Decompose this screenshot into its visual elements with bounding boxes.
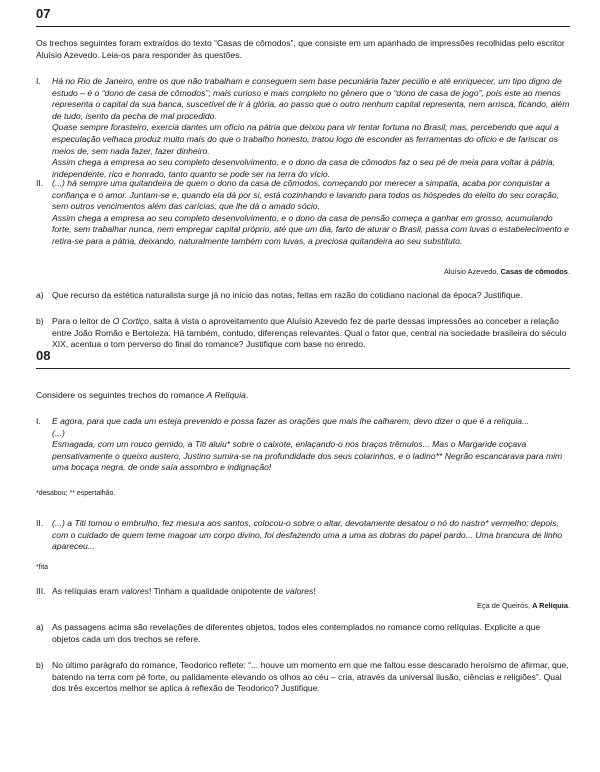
source-title: A Relíquia (532, 601, 568, 610)
footnote: *fita (36, 564, 49, 571)
question-07-intro: Os trechos seguintes foram extraídos do texto “Casas de cômodos”, que consiste em um apanhado de impressões recolhidas pelo escritor Aluísio Azevedo. Leia-os para responder às questões. (36, 38, 565, 60)
source-end: . (567, 267, 570, 276)
excerpt-paragraph: (...) a Titi tomou o embrulho, fez mesura aos santos, colocou-o sobre o altar, devotamente desatou o nó do nastro* vermelho; depois, com o cuidado de quem teme magoar um corpo divino, foi desfazendo uma a uma as dobras do papel pardo... Uma brancura de linho apareceu... (52, 518, 563, 552)
excerpt-item (36, 76, 570, 180)
sub-question-label: a) (36, 290, 44, 300)
emphasis-word: valores (285, 586, 314, 596)
item-label: II. (36, 518, 44, 528)
sub-question-b (36, 660, 570, 695)
sub-question-a (36, 622, 570, 645)
excerpt-paragraph: Assim chega a empresa ao seu completo desenvolvimento, e o dono da casa de cômodos faz o seu pé de meia para voltar à pátria, independente, rico e honrado, tanto quanto se pode ser na terra do vício. (52, 157, 556, 179)
item-label: II. (36, 178, 44, 188)
sub-question-label: b) (36, 316, 44, 326)
excerpt-paragraph: Esmagada, com um rouco gemido, a Titi aluiu* sobre o caixote, enlaçando-o nos braços trêmulos... Mas o Margaride coçava pensativamente o queixo austero, Justino sumira-se na profundidade dos seus colarinhos, e o ladino** Negrão escancarava para mim uma bocaça negra, de onde saía assombro e indignação! (52, 439, 563, 473)
footnote: *desabou; ** espertalhão. (36, 490, 116, 497)
excerpt-item (36, 178, 570, 248)
excerpt-item (36, 586, 570, 598)
question-08-header (36, 348, 570, 369)
source-title: Casas de cômodos (500, 267, 568, 276)
excerpt-item (36, 416, 570, 474)
excerpt-paragraph: (...) há sempre uma quitandeira de quem o dono da casa de cômodos, começando por merecer a simpatia, acaba por conquistar a confiança e o amor. Juntam-se e, quando ela dá por si, está cozinhando e lavando para todos os hóspedes do eleito do seu coração, sem outros vencimentos além das carícias, que lhe dá o amado sócio. (52, 178, 560, 212)
sub-question-text: Que recurso da estética naturalista surge já no início das notas, feitas em razão do cotidiano nacional da época? Justifique. (52, 290, 523, 300)
excerpt-paragraph: (...) (52, 427, 65, 438)
excerpt-text-mid: ! Tinham a qualidade onipotente de (148, 586, 286, 596)
book-title: A Relíquia (206, 390, 246, 400)
excerpt-paragraph: Assim chega a empresa ao seu completo desenvolvimento, e o dono da casa de pensão começa a ganhar em grosso, acumulando forte, sem trabalhar nunca, nem empregar capital próprio, até que um dia, farto de aturar o Brasil, passa com luvas o estabelecimento e retira-se para a pátria, deixando, naturalmente também com luvas, a preciosa quitandeira ao seu substituto. (52, 212, 569, 246)
excerpt-paragraph: E agora, para que cada um esteja prevenido e possa fazer as orações que mais lhe calharem, devo dizer o que é a relíquia... (52, 416, 530, 426)
item-label: I. (36, 76, 41, 86)
book-title: O Cortiço (112, 316, 149, 326)
sub-question-text: As passagens acima são revelações de diferentes objetos, todos eles contemplados no romance como relíquias. Explicite a que objetos cada um dos trechos se refere. (52, 622, 541, 644)
source-citation (444, 266, 570, 278)
item-label: III. (36, 586, 46, 596)
question-number: 08 (36, 348, 51, 363)
sub-question-a (36, 290, 570, 302)
excerpt-text-pre: As relíquias eram (52, 586, 122, 596)
source-author: Eça de Queirós, (477, 601, 533, 610)
sub-question-b (36, 316, 570, 351)
sub-question-label: b) (36, 660, 44, 670)
sub-question-label: a) (36, 622, 44, 632)
excerpt-paragraph: Quase sempre forasteiro, exercia dantes um ofício na pátria que deixou para vir tentar fortuna no Brasil; mas, percebendo que aqui a especulação velhaca produz muito mais do que o trabalho honesto, tratou logo de esconder as ferramentas do ofício e de fariscar os meios de, sem nada fazer, fazer dinheiro. (52, 122, 559, 156)
sub-question-text-post: , salta à vista o aproveitamento que Aluísio Azevedo fez de parte dessas impressões ao conceber a relação entre João Romão e Bertoleza. Há também, contudo, diferenças relevantes. Qual o fator que, central na sociedade brasileira do século XIX, acentua o tom perverso do final do romance? Justifique com base no enredo. (52, 316, 567, 350)
sub-question-text-pre: Para o leitor de (52, 316, 113, 326)
excerpt-item (36, 518, 570, 553)
question-number: 07 (36, 6, 51, 21)
question-08-intro (36, 390, 570, 402)
intro-pre: Considere os seguintes trechos do romance (36, 390, 207, 400)
intro-post: . (245, 390, 249, 400)
excerpt-text-post: ! (313, 586, 316, 596)
source-citation (477, 600, 570, 612)
question-07-header (36, 6, 570, 27)
source-author: Aluísio Azevedo, (443, 267, 501, 276)
item-label: I. (36, 416, 41, 426)
sub-question-text: No último parágrafo do romance, Teodorico reflete: “... houve um momento em que me faltou esse descarado heroísmo de afirmar, que, batendo na terra com pé forte, ou palidamente elevando os olhos ao céu – cria, através da universal ilusão, ciências e religiões”. Qual dos três excertos melhor se aplica à reflexão de Teodorico? Justifique. (52, 660, 569, 694)
emphasis-word: valores (121, 586, 149, 596)
excerpt-paragraph: Há no Rio de Janeiro, entre os que não trabalham e conseguem sem base pecuniária fazer pecúlio e até enriquecer, um tipo digno de estudo – é o “dono de casa de cômodos”; mais curioso e mais completo no gênero que o “dono de casa de jogo”, pois este ao menos representa o capital da sua banca, suscetível de ir à glória, ao passo que o outro nenhum capital representa, nem arrisca, ficando, além de tudo, isento da pecha de mal procedido. (52, 76, 570, 121)
source-end: . (567, 601, 570, 610)
